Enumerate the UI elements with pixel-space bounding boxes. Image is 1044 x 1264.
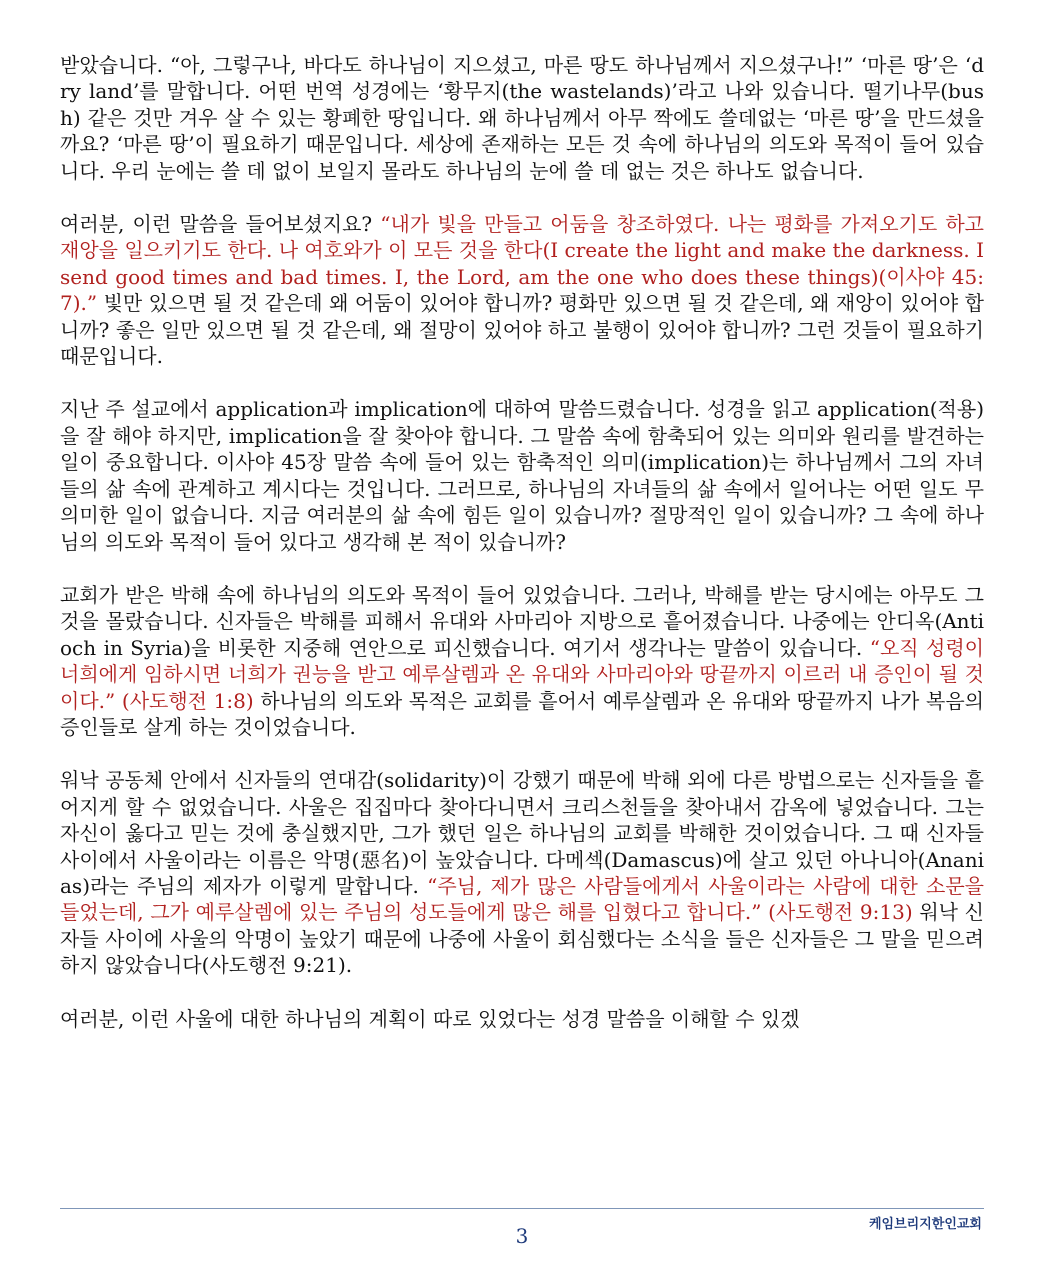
paragraph <box>60 211 984 369</box>
body-text: 빛만 있으면 될 것 같은데 왜 어둠이 있어야 합니까? 평화만 있으면 될 것 같은데, 왜 재앙이 있어야 합니까? 좋은 일만 있으면 될 것 같은데, 왜 절망이 있어야 하고 불행이 있어야 합니까? 그런 것들이 필요하기 때문입니다. <box>60 291 984 369</box>
scripture-quote: “내가 빛을 만들고 어둠을 창조하였다. 나는 평화를 가져오기도 하고 재앙을 일으키기도 한다. 나 여호와가 이 모든 것을 한다(I create the light and make the darkness. I send good times and bad times. I, the Lord, am the one who does these things)(이사야 45:7).” <box>60 212 984 316</box>
page-number: 3 <box>515 1224 529 1248</box>
body-text: 워낙 신자들 사이에 사울의 악명이 높았기 때문에 나중에 사울이 회심했다는 소식을 들은 신자들은 그 말을 믿으려 하지 않았습니다(사도행전 9:21). <box>60 900 984 978</box>
church-name: 케임브리지한인교회 <box>868 1217 982 1232</box>
paragraph <box>60 1006 984 1032</box>
paragraph <box>60 52 984 184</box>
paragraph <box>60 582 984 740</box>
paragraph <box>60 767 984 978</box>
body-text: 워낙 공동체 안에서 신자들의 연대감(solidarity)이 강했기 때문에 박해 외에 다른 방법으로는 신자들을 흩어지게 할 수 없었습니다. 사울은 집집마다 찾아다니면서 크리스천들을 찾아내서 감옥에 넣었습니다. 그는 자신이 옳다고 믿는 것에 충실했지만, 그가 했던 일은 하나님의 교회를 박해한 것이었습니다. 그 때 신자들 사이에서 사울이라는 이름은 악명(惡名)이 높았습니다. 다메섹(Damascus)에 살고 있던 아나니아(Ananias)라는 주님의 제자가 이렇게 말합니다. <box>60 768 984 898</box>
footer-rule <box>60 1208 984 1209</box>
body-text: 지난 주 설교에서 application과 implication에 대하여 말씀드렸습니다. 성경을 읽고 application(적용)을 잘 해야 하지만, implication을 잘 찾아야 합니다. 그 말씀 속에 함축되어 있는 의미와 원리를 발견하는 일이 중요합니다. 이사야 45장 말씀 속에 들어 있는 함축적인 의미(implication)는 하나님께서 그의 자녀들의 삶 속에 관계하고 계시다는 것입니다. 그러므로, 하나님의 자녀들의 삶 속에서 일어나는 어떤 일도 무의미한 일이 없습니다. 지금 여러분의 삶 속에 힘든 일이 있습니까? 절망적인 일이 있습니까? 그 속에 하나님의 의도와 목적이 들어 있다고 생각해 본 적이 있습니까? <box>60 397 984 554</box>
body-text: 여러분, 이런 말씀을 들어보셨지요? <box>60 212 381 237</box>
body-text: 하나님의 의도와 목적은 교회를 흩어서 예루살렘과 온 유대와 땅끝까지 나가 복음의 증인들로 살게 하는 것이었습니다. <box>60 688 984 739</box>
sermon-body <box>60 52 984 1059</box>
paragraph <box>60 396 984 554</box>
scripture-quote: “주님, 제가 많은 사람들에게서 사울이라는 사람에 대한 소문을 들었는데, 그가 예루살렘에 있는 주님의 성도들에게 많은 해를 입혔다고 합니다.” (사도행전 9:13) <box>60 873 984 925</box>
body-text: 여러분, 이런 사울에 대한 하나님의 계획이 따로 있었다는 성경 말씀을 이해할 수 있겠 <box>60 1006 800 1031</box>
body-text: 받았습니다. “아, 그렇구나, 바다도 하나님이 지으셨고, 마른 땅도 하나님께서 지으셨구나!” ‘마른 땅’은 ‘dry land’를 말합니다. 어떤 번역 성경에는 ‘황무지(the wastelands)’라고 나와 있습니다. 떨기나무(bush) 같은 것만 겨우 살 수 있는 황폐한 땅입니다. 왜 하나님께서 아무 짝에도 쓸데없는 ‘마른 땅’을 만드셨을까요? ‘마른 땅’이 필요하기 때문입니다. 세상에 존재하는 모든 것 속에 하나님의 의도와 목적이 들어 있습니다. 우리 눈에는 쓸 데 없이 보일지 몰라도 하나님의 눈에 쓸 데 없는 것은 하나도 없습니다. <box>60 53 984 183</box>
body-text: 교회가 받은 박해 속에 하나님의 의도와 목적이 들어 있었습니다. 그러나, 박해를 받는 당시에는 아무도 그것을 몰랐습니다. 신자들은 박해를 피해서 유대와 사마리아 지방으로 흩어졌습니다. 나중에는 안디옥(Antioch in Syria)을 비롯한 지중해 연안으로 피신했습니다. 여기서 생각나는 말씀이 있습니다. <box>60 582 984 660</box>
scripture-quote: “오직 성령이 너희에게 임하시면 너희가 권능을 받고 예루살렘과 온 유대와 사마리아와 땅끝까지 이르러 내 증인이 될 것이다.” (사도행전 1:8) <box>60 635 984 713</box>
